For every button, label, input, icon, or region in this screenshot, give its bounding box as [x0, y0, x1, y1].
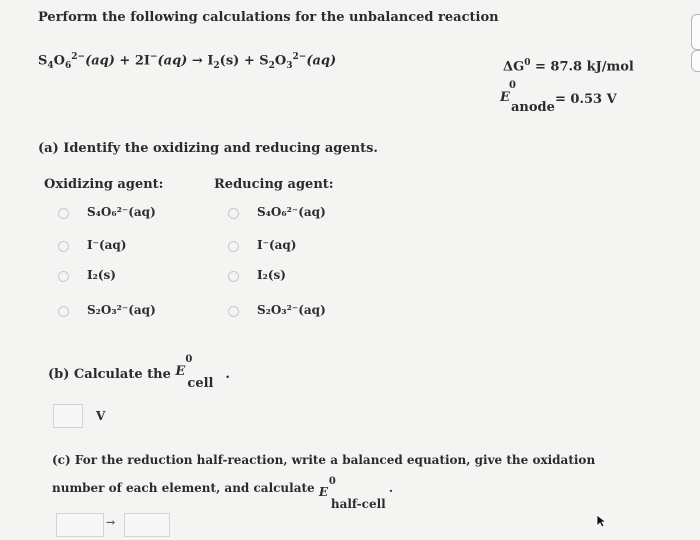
- radio-button[interactable]: [228, 241, 239, 252]
- radio-button[interactable]: [58, 208, 69, 219]
- option-label: I₂(s): [257, 268, 286, 282]
- radio-button[interactable]: [58, 306, 69, 317]
- side-tab[interactable]: [691, 50, 700, 72]
- reaction-equation: $S_4O_6^{2-}(aq) + 2I^-(aq) \to I_2(s) + S_2O_3^{2-}(aq)$: [38, 52, 337, 71]
- e-cell-unit: V: [96, 409, 106, 423]
- reaction-arrow: →: [191, 53, 203, 69]
- half-reaction-arrow: →: [106, 516, 116, 529]
- option-label: I⁻(aq): [87, 238, 127, 252]
- option-label: S₂O₃²⁻(aq): [87, 303, 156, 317]
- part-b-question: (b) Calculate the E 0 cell .: [48, 354, 230, 391]
- radio-button[interactable]: [228, 271, 239, 282]
- option-label: S₄O₆²⁻(aq): [87, 205, 156, 219]
- part-a-question: (a) Identify the oxidizing and reducing agents.: [38, 141, 378, 156]
- e-half-cell-symbol: E 0 half-cell: [318, 476, 386, 511]
- radio-button[interactable]: [58, 241, 69, 252]
- mouse-cursor-icon: [596, 514, 608, 528]
- option-label: S₄O₆²⁻(aq): [257, 205, 326, 219]
- reducing-agent-header: Reducing agent:: [214, 177, 334, 192]
- e-anode-value: E 0 anode = 0.53 V: [500, 80, 617, 115]
- option-label: I₂(s): [87, 268, 116, 282]
- reactant-input[interactable]: [56, 513, 104, 537]
- option-label: S₂O₃²⁻(aq): [257, 303, 326, 317]
- e-cell-input[interactable]: [53, 404, 83, 428]
- option-label: I⁻(aq): [257, 238, 297, 252]
- radio-button[interactable]: [228, 208, 239, 219]
- part-c-question: (c) For the reduction half-reaction, write a balanced equation, give the oxidation number of each element, and calculate E 0 half-cell .: [52, 453, 596, 511]
- product-input[interactable]: [124, 513, 170, 537]
- e-cell-symbol: E 0 cell: [175, 354, 214, 391]
- oxidizing-agent-header: Oxidizing agent:: [44, 177, 164, 192]
- delta-g-value: $\Delta G^0 = 87.8$ kJ/mol: [503, 58, 634, 75]
- radio-button[interactable]: [58, 271, 69, 282]
- problem-title: Perform the following calculations for the unbalanced reaction: [38, 10, 499, 25]
- side-tab[interactable]: [691, 14, 700, 50]
- radio-button[interactable]: [228, 306, 239, 317]
